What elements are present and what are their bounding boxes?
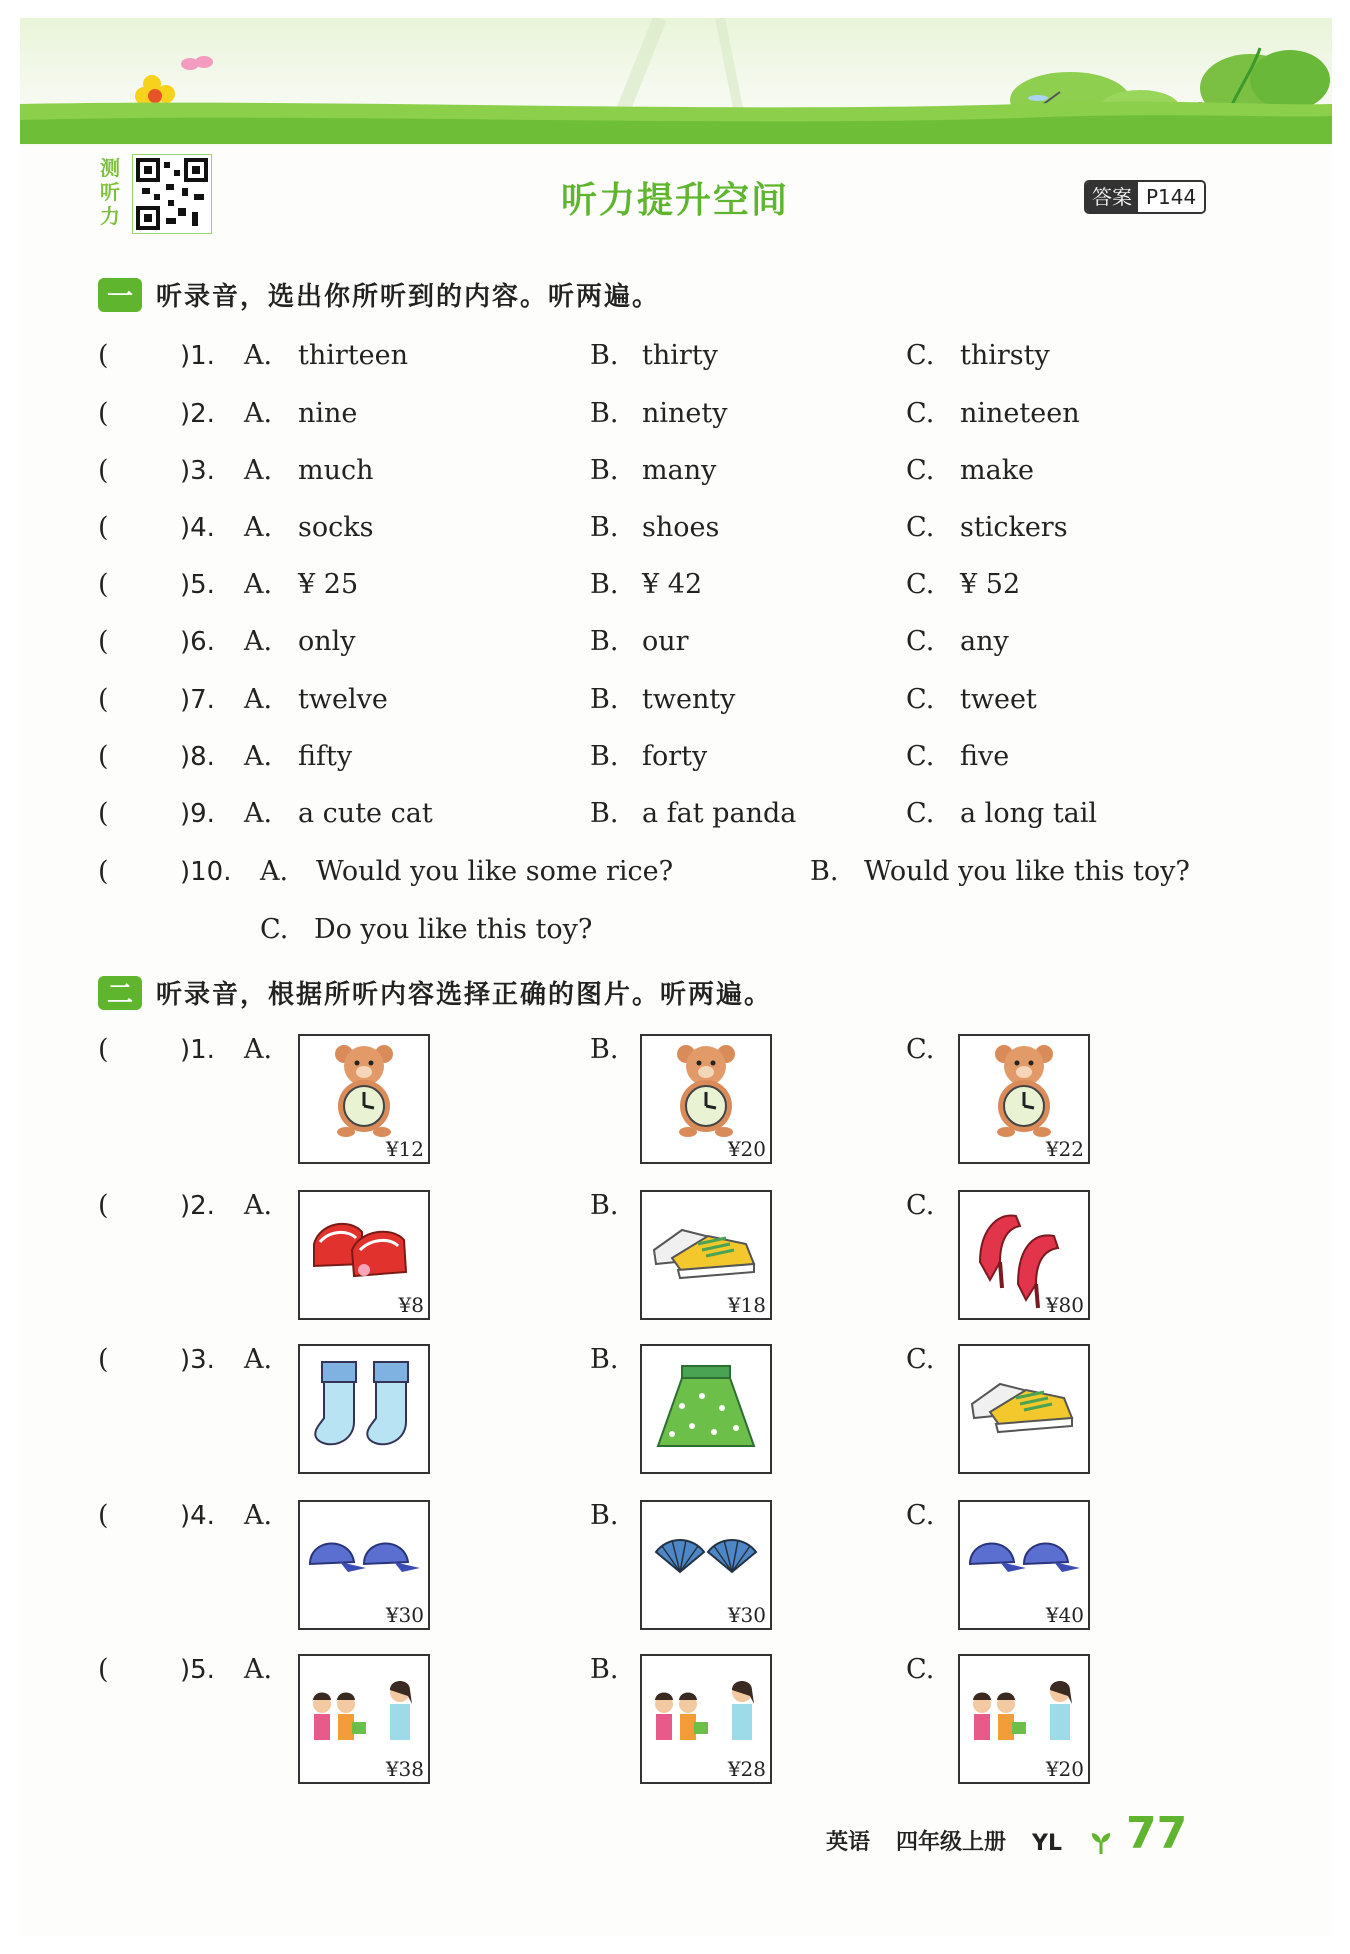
question-row (0, 508, 1350, 548)
qr-label-char: 测 (100, 156, 120, 180)
price-label: ¥30 (727, 1603, 766, 1627)
picture-option-a[interactable] (298, 1190, 430, 1320)
answer-blank[interactable]: ( (98, 340, 109, 371)
option-label-c: C. (906, 741, 935, 772)
picture-option-c[interactable] (958, 1190, 1090, 1320)
picture-option-b[interactable] (640, 1654, 772, 1784)
option-text-a: fifty (298, 741, 353, 772)
option-label-b: B. (590, 684, 619, 715)
answer-blank[interactable]: ( (98, 1034, 109, 1065)
picture-option-a[interactable] (298, 1344, 430, 1474)
option-label-b: B. (590, 569, 619, 600)
option-text-b: shoes (642, 512, 720, 543)
question-number: )9. (180, 799, 215, 829)
picture-option-a[interactable] (298, 1654, 430, 1784)
option-label-a: A. (244, 1034, 273, 1065)
answer-blank[interactable]: ( (98, 798, 109, 829)
picture-option-a[interactable] (298, 1500, 430, 1630)
picture-question-row (0, 1030, 1350, 1170)
answer-reference-badge (1084, 180, 1206, 214)
qr-label-char: 力 (100, 204, 120, 228)
picture-option-c[interactable] (958, 1654, 1090, 1784)
question-row (0, 737, 1350, 777)
option-text-c: tweet (960, 684, 1037, 715)
option-label-a: A. (244, 741, 273, 772)
option-text-c: thirsty (960, 340, 1050, 371)
option-label-b: B. (590, 455, 619, 486)
price-label: ¥38 (385, 1757, 424, 1781)
option-label-a: A. (244, 684, 273, 715)
option-text-a: twelve (298, 684, 388, 715)
answer-blank[interactable]: ( (98, 1190, 109, 1221)
option-text-c: make (960, 455, 1035, 486)
option-text-c: ¥ 52 (960, 569, 1021, 600)
question-number: )1. (180, 1035, 215, 1065)
option-text-a: nine (298, 398, 358, 429)
green-skirt-icon (642, 1346, 770, 1472)
section1-heading (98, 276, 660, 313)
question-number: )3. (180, 456, 215, 486)
picture-option-c[interactable] (958, 1500, 1090, 1630)
footer-edition: YL (1032, 1831, 1062, 1856)
answer-blank[interactable]: ( (98, 1500, 109, 1531)
option-label-b: B. (590, 1344, 619, 1375)
question-number: )4. (180, 1501, 215, 1531)
option-label-b: B. (590, 1500, 619, 1531)
option-text-c: stickers (960, 512, 1068, 543)
option-label-a: A. (244, 1654, 273, 1685)
option-text-a: much (298, 455, 374, 486)
option-text-a: a cute cat (298, 798, 433, 829)
picture-option-c[interactable] (958, 1344, 1090, 1474)
picture-question-row (0, 1186, 1350, 1326)
price-label: ¥30 (385, 1603, 424, 1627)
option-label-b: B. (590, 1034, 619, 1065)
question-number: )5. (180, 570, 215, 600)
option-label-a: A. (244, 1500, 273, 1531)
price-label: ¥28 (727, 1757, 766, 1781)
option-label-c: C. (906, 1500, 935, 1531)
option-label-c: C. (906, 1034, 935, 1065)
price-label: ¥40 (1045, 1603, 1084, 1627)
question-row (0, 680, 1350, 720)
option-text-c: nineteen (960, 398, 1080, 429)
question-row (0, 565, 1350, 605)
qr-code-icon[interactable] (132, 154, 212, 234)
answer-blank[interactable]: ( (98, 684, 109, 715)
option-label-a: A. (244, 512, 273, 543)
option-label-c: C. (906, 340, 935, 371)
question-number: )6. (180, 627, 215, 657)
answer-label: 答案 (1086, 182, 1138, 212)
footer-grade: 四年级上册 (896, 1830, 1007, 1855)
question-number: )5. (180, 1655, 215, 1685)
question-number: )1. (180, 341, 215, 371)
option-label-c: C. (906, 1654, 935, 1685)
option-label-b: B. (590, 741, 619, 772)
option-text-b: many (642, 455, 717, 486)
option-text-a: socks (298, 512, 374, 543)
price-label: ¥22 (1045, 1137, 1084, 1161)
option-text-a: thirteen (298, 340, 408, 371)
question-row (0, 394, 1350, 434)
question-number: )2. (180, 399, 215, 429)
socks-icon (300, 1346, 428, 1472)
option-label-a: A. (260, 856, 289, 887)
question-row-10-c (0, 910, 1350, 950)
option-label-b: B. (590, 626, 619, 657)
answer-blank[interactable]: ( (98, 398, 109, 429)
option-text-b: ninety (642, 398, 728, 429)
price-label: ¥8 (398, 1293, 424, 1317)
question-number: )2. (180, 1191, 215, 1221)
question-number: )4. (180, 513, 215, 543)
section1-instruction: 听录音，选出你所听到的内容。听两遍。 (156, 282, 661, 312)
option-label-c: C. (906, 798, 935, 829)
picture-option-b[interactable] (640, 1500, 772, 1630)
answer-blank[interactable]: ( (98, 856, 109, 887)
page-footer (826, 1808, 1188, 1859)
option-label-a: A. (244, 798, 273, 829)
option-label-c: C. (260, 914, 289, 945)
option-label-a: A. (244, 1344, 273, 1375)
question-row (0, 336, 1350, 376)
question-number: )8. (180, 742, 215, 772)
picture-question-row (0, 1340, 1350, 1480)
answer-blank[interactable]: ( (98, 1654, 109, 1685)
sneakers-icon (960, 1346, 1088, 1472)
option-text-a: ¥ 25 (298, 569, 359, 600)
price-label: ¥80 (1045, 1293, 1084, 1317)
qr-side-label (100, 156, 124, 228)
question-row (0, 622, 1350, 662)
picture-option-a[interactable] (298, 1034, 430, 1164)
answer-blank[interactable]: ( (98, 741, 109, 772)
option-label-a: A. (244, 569, 273, 600)
option-label-b: B. (590, 798, 619, 829)
picture-option-b[interactable] (640, 1034, 772, 1164)
picture-option-b[interactable] (640, 1344, 772, 1474)
section2-heading (98, 974, 772, 1011)
option-label-c: C. (906, 1190, 935, 1221)
page-title: 听力提升空间 (560, 180, 789, 221)
page-number: 77 (1125, 1808, 1188, 1859)
option-text-c: a long tail (960, 798, 1098, 829)
option-text-b: Would you like this toy? (864, 856, 1190, 887)
question-row (0, 451, 1350, 491)
option-label-a: A. (244, 626, 273, 657)
option-label-b: B. (810, 856, 839, 887)
option-label-b: B. (590, 1654, 619, 1685)
footer-subject: 英语 (826, 1830, 871, 1855)
question-number: )10. (180, 857, 232, 887)
answer-blank[interactable]: ( (98, 512, 109, 543)
question-row (0, 794, 1350, 834)
section2-number: 二 (98, 976, 142, 1010)
grass-strip (20, 98, 1332, 144)
option-text-b: forty (642, 741, 708, 772)
option-text-b: twenty (642, 684, 736, 715)
section1-number: 一 (98, 278, 142, 312)
price-label: ¥18 (727, 1293, 766, 1317)
price-label: ¥20 (1045, 1757, 1084, 1781)
option-text-b: ¥ 42 (642, 569, 703, 600)
answer-blank[interactable]: ( (98, 569, 109, 600)
option-label-b: B. (590, 340, 619, 371)
option-label-c: C. (906, 1344, 935, 1375)
option-label-b: B. (590, 512, 619, 543)
option-label-c: C. (906, 569, 935, 600)
option-label-c: C. (906, 455, 935, 486)
section2-instruction: 听录音，根据所听内容选择正确的图片。听两遍。 (156, 980, 773, 1010)
option-text-c: Do you like this toy? (314, 914, 593, 945)
option-text-b: a fat panda (642, 798, 797, 829)
option-text-b: our (642, 626, 689, 657)
picture-question-row (0, 1496, 1350, 1636)
option-label-c: C. (906, 398, 935, 429)
option-label-c: C. (906, 626, 935, 657)
option-label-a: A. (244, 398, 273, 429)
picture-option-c[interactable] (958, 1034, 1090, 1164)
question-number: )7. (180, 685, 215, 715)
option-label-b: B. (590, 1190, 619, 1221)
option-label-a: A. (244, 455, 273, 486)
qr-label-char: 听 (100, 180, 120, 204)
question-row-10 (0, 852, 1350, 892)
option-text-c: five (960, 741, 1010, 772)
option-text-b: thirty (642, 340, 718, 371)
answer-page: P144 (1138, 182, 1204, 212)
butterfly-icon (181, 56, 213, 70)
option-label-c: C. (906, 684, 935, 715)
answer-blank[interactable]: ( (98, 1344, 109, 1375)
price-label: ¥20 (727, 1137, 766, 1161)
answer-blank[interactable]: ( (98, 455, 109, 486)
answer-blank[interactable]: ( (98, 626, 109, 657)
option-text-c: any (960, 626, 1009, 657)
picture-question-row (0, 1650, 1350, 1790)
picture-option-b[interactable] (640, 1190, 772, 1320)
option-label-b: B. (590, 398, 619, 429)
option-label-c: C. (906, 512, 935, 543)
leaf-icon (1088, 1830, 1114, 1856)
option-text-a: only (298, 626, 356, 657)
option-label-a: A. (244, 1190, 273, 1221)
option-text-a: Would you like some rice? (316, 856, 674, 887)
price-label: ¥12 (385, 1137, 424, 1161)
option-label-a: A. (244, 340, 273, 371)
question-number: )3. (180, 1345, 215, 1375)
